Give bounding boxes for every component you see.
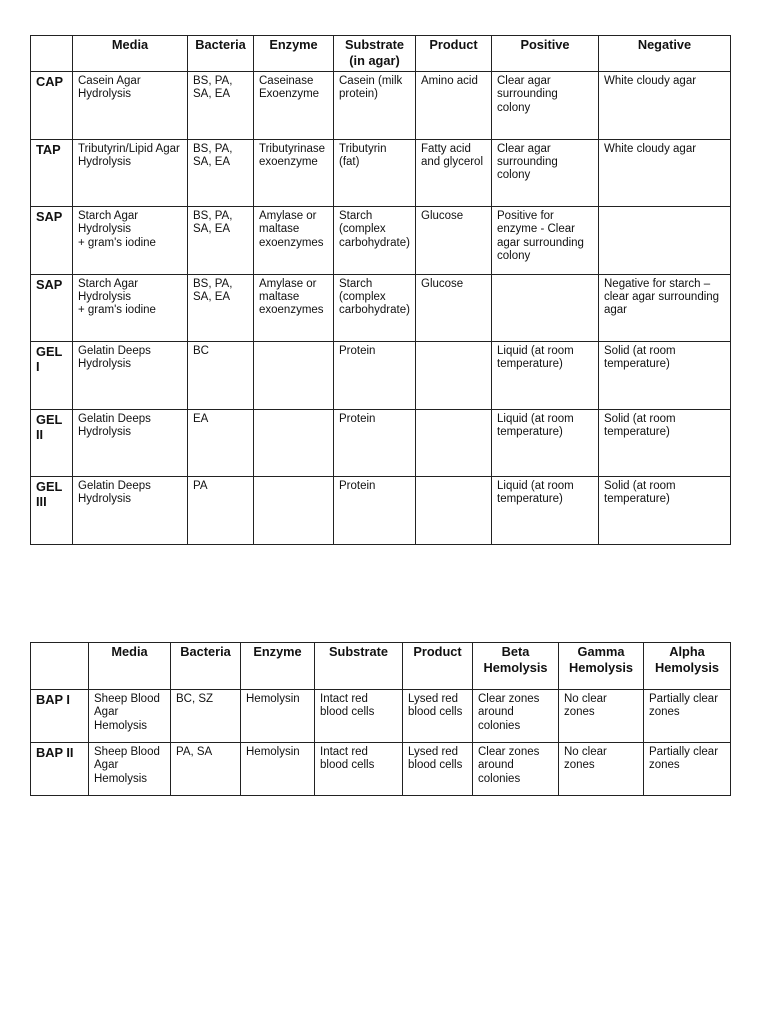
row-label: CAP — [31, 72, 73, 140]
table-cell-negative: Solid (at room temperature) — [599, 342, 731, 410]
table2-header-gamma: Gamma Hemolysis — [559, 643, 644, 690]
table-cell-product: Lysed red blood cells — [403, 743, 473, 796]
table-cell-media: Starch Agar Hydrolysis + gram's iodine — [73, 274, 188, 342]
table-cell-media: Gelatin Deeps Hydrolysis — [73, 477, 188, 545]
table-cell-substrate: Protein — [334, 342, 416, 410]
table-cell-alpha: Partially clear zones — [644, 690, 731, 743]
table2-header-row — [31, 643, 731, 690]
table-cell-substrate: Protein — [334, 409, 416, 477]
table-cell-bacteria: PA — [188, 477, 254, 545]
table-cell-enzyme: Caseinase Exoenzyme — [254, 72, 334, 140]
row-label: GEL I — [31, 342, 73, 410]
table-cell-bacteria: BS, PA, SA, EA — [188, 72, 254, 140]
table-cell-gamma: No clear zones — [559, 690, 644, 743]
table-cell-product: Amino acid — [416, 72, 492, 140]
table-cell-alpha: Partially clear zones — [644, 743, 731, 796]
table-cell-media: Sheep Blood Agar Hemolysis — [89, 690, 171, 743]
row-label: SAP — [31, 207, 73, 275]
table-row — [31, 274, 731, 342]
table-cell-product: Glucose — [416, 207, 492, 275]
table-cell-positive — [492, 274, 599, 342]
table-cell-enzyme — [254, 477, 334, 545]
table-row — [31, 743, 731, 796]
table2-header-substrate: Substrate — [315, 643, 403, 690]
table-row — [31, 477, 731, 545]
table-cell-positive: Positive for enzyme - Clear agar surrounding colony — [492, 207, 599, 275]
table-cell-product — [416, 477, 492, 545]
table-cell-substrate: Casein (milk protein) — [334, 72, 416, 140]
table-cell-beta: Clear zones around colonies — [473, 743, 559, 796]
table-cell-product: Lysed red blood cells — [403, 690, 473, 743]
table1-header-enzyme: Enzyme — [254, 36, 334, 72]
table-cell-negative — [599, 207, 731, 275]
table-row — [31, 690, 731, 743]
table-cell-bacteria: BC — [188, 342, 254, 410]
hemolysis-table — [30, 642, 731, 796]
table-row — [31, 409, 731, 477]
table-cell-media: Gelatin Deeps Hydrolysis — [73, 342, 188, 410]
table-cell-enzyme: Hemolysin — [241, 743, 315, 796]
table-cell-substrate: Tributyrin (fat) — [334, 139, 416, 207]
table-cell-substrate: Protein — [334, 477, 416, 545]
table2-header-alpha: Alpha Hemolysis — [644, 643, 731, 690]
table-cell-negative: Negative for starch – clear agar surrounding agar — [599, 274, 731, 342]
table2-header-product: Product — [403, 643, 473, 690]
table-row — [31, 207, 731, 275]
table-cell-gamma: No clear zones — [559, 743, 644, 796]
row-label: GEL III — [31, 477, 73, 545]
table1-header-row — [31, 36, 731, 72]
table-cell-negative: Solid (at room temperature) — [599, 409, 731, 477]
table-cell-enzyme: Amylase or maltase exoenzymes — [254, 274, 334, 342]
table2-header-beta: Beta Hemolysis — [473, 643, 559, 690]
table-cell-negative: White cloudy agar — [599, 139, 731, 207]
table-cell-media: Gelatin Deeps Hydrolysis — [73, 409, 188, 477]
table-cell-beta: Clear zones around colonies — [473, 690, 559, 743]
table-cell-product: Glucose — [416, 274, 492, 342]
table-cell-substrate: Starch (complex carbohydrate) — [334, 207, 416, 275]
table-cell-media: Tributyrin/Lipid Agar Hydrolysis — [73, 139, 188, 207]
table-cell-enzyme: Amylase or maltase exoenzymes — [254, 207, 334, 275]
enzyme-media-table — [30, 35, 731, 545]
table-cell-negative: Solid (at room temperature) — [599, 477, 731, 545]
table-cell-bacteria: BS, PA, SA, EA — [188, 139, 254, 207]
table-cell-substrate: Intact red blood cells — [315, 690, 403, 743]
table1-header-bacteria: Bacteria — [188, 36, 254, 72]
table-cell-enzyme: Hemolysin — [241, 690, 315, 743]
table2-header-enzyme: Enzyme — [241, 643, 315, 690]
table2-header-media: Media — [89, 643, 171, 690]
table1-header-negative: Negative — [599, 36, 731, 72]
table-row — [31, 139, 731, 207]
table-cell-bacteria: EA — [188, 409, 254, 477]
table-cell-media: Casein Agar Hydrolysis — [73, 72, 188, 140]
row-label: SAP — [31, 274, 73, 342]
table1-header-blank — [31, 36, 73, 72]
row-label: BAP II — [31, 743, 89, 796]
table-cell-positive: Clear agar surrounding colony — [492, 139, 599, 207]
table-cell-media: Sheep Blood Agar Hemolysis — [89, 743, 171, 796]
table-cell-enzyme — [254, 342, 334, 410]
table-cell-bacteria: BC, SZ — [171, 690, 241, 743]
row-label: GEL II — [31, 409, 73, 477]
table1-header-media: Media — [73, 36, 188, 72]
row-label: TAP — [31, 139, 73, 207]
table-cell-bacteria: BS, PA, SA, EA — [188, 274, 254, 342]
table-cell-bacteria: BS, PA, SA, EA — [188, 207, 254, 275]
table2-header-bacteria: Bacteria — [171, 643, 241, 690]
table-cell-media: Starch Agar Hydrolysis + gram's iodine — [73, 207, 188, 275]
table-row — [31, 72, 731, 140]
table-row — [31, 342, 731, 410]
table-cell-negative: White cloudy agar — [599, 72, 731, 140]
table1-header-product: Product — [416, 36, 492, 72]
table2-header-blank — [31, 643, 89, 690]
table-cell-product: Fatty acid and glycerol — [416, 139, 492, 207]
table-cell-positive: Liquid (at room temperature) — [492, 409, 599, 477]
table-cell-enzyme — [254, 409, 334, 477]
table-cell-positive: Liquid (at room temperature) — [492, 342, 599, 410]
table1-header-substrate: Substrate (in agar) — [334, 36, 416, 72]
table-cell-product — [416, 342, 492, 410]
table-cell-positive: Clear agar surrounding colony — [492, 72, 599, 140]
table-cell-bacteria: PA, SA — [171, 743, 241, 796]
table-cell-product — [416, 409, 492, 477]
table1-header-positive: Positive — [492, 36, 599, 72]
table-cell-substrate: Intact red blood cells — [315, 743, 403, 796]
table-cell-enzyme: Tributyrinase exoenzyme — [254, 139, 334, 207]
row-label: BAP I — [31, 690, 89, 743]
table-cell-positive: Liquid (at room temperature) — [492, 477, 599, 545]
table-cell-substrate: Starch (complex carbohydrate) — [334, 274, 416, 342]
